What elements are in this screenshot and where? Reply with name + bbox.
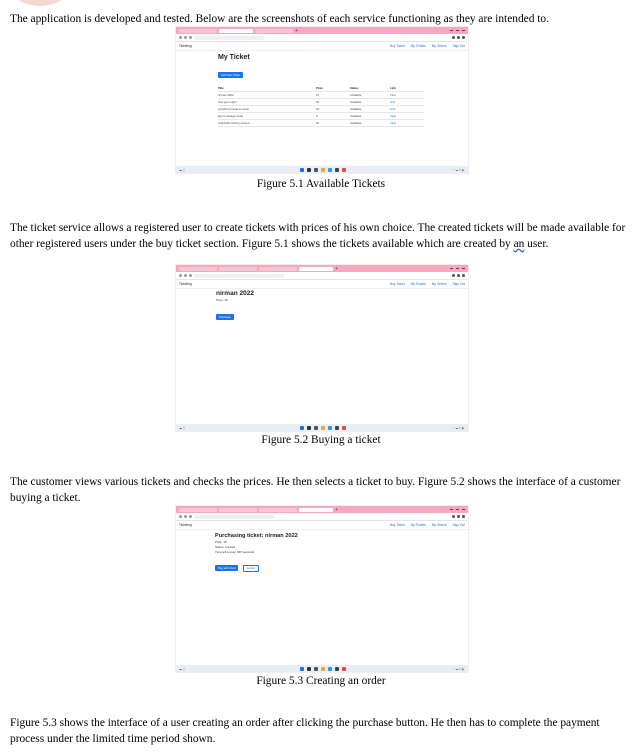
app-brand: Ticketing <box>179 523 192 527</box>
reload-icon <box>189 515 192 518</box>
os-taskbar: ☁ ░ ^ ☁ ᯤ 🔊 <box>176 166 468 173</box>
table-row: Vow guru night 20 Available Link <box>218 99 424 106</box>
browser-tabbar <box>176 27 468 34</box>
edge-icon <box>328 168 332 172</box>
sell-ticket-button: Sell New Ticket <box>218 72 243 78</box>
reload-icon <box>189 274 192 277</box>
order-time-left: Time left to pay: 897 seconds <box>215 550 255 554</box>
caption-fig-5-1: Figure 5.1 Available Tickets <box>256 178 386 190</box>
cancel-order-button: cancel <box>243 565 259 572</box>
table-row: symphony fiesta & couch 10 Available Link <box>218 106 424 113</box>
ticket-service-paragraph: The ticket service allows a registered user to create tickets with prices of his own choice. The created tickets will be made available for other registered users under the buy ticket section. Figure 5.1 shows the tickets available which are created by an user. <box>10 222 626 250</box>
order-title: Purchasing ticket: nirman 2022 <box>215 533 298 539</box>
chrome-icon <box>342 168 346 172</box>
new-tab-icon: + <box>335 265 338 272</box>
order-paragraph: Figure 5.3 shows the interface of a user creating an order after clicking the purchase button. He then has to complete the payment process under the limited time period shown. <box>10 717 600 745</box>
nav-sign-out: Sign Out <box>452 44 465 48</box>
nav-my-tickets: My Tickets <box>410 44 426 48</box>
search-icon <box>307 168 311 172</box>
table-row: arjit in savage mode 5 Available View <box>218 113 424 120</box>
address-bar <box>176 34 468 42</box>
app-brand: Ticketing <box>179 44 192 48</box>
app-brand: Ticketing <box>179 282 192 286</box>
purchase-button: Purchase <box>216 314 234 320</box>
nav-my-orders: My Orders <box>431 44 447 48</box>
start-icon <box>300 168 304 172</box>
reload-icon <box>189 36 192 39</box>
pay-with-card-button: Pay with Card <box>215 565 238 571</box>
caption-fig-5-2: Figure 5.2 Buying a ticket <box>261 434 381 446</box>
window-controls <box>450 30 465 31</box>
forward-icon <box>184 515 187 518</box>
nav-buy-ticket: Buy Ticket <box>389 44 405 48</box>
folder-icon <box>321 168 325 172</box>
screenshot-available-tickets <box>175 26 469 174</box>
new-tab-icon: + <box>295 27 298 34</box>
forward-icon <box>184 274 187 277</box>
screenshot-creating-order: + Ticketing Buy Ticket My Tickets My Orders Sign Out Purchasing ticket: nirman 2022 Price: 15 Status: created Time left to pay: 897 seconds Pay with Card cancel ☁ ░ ^ ☁ ᯤ 🔊 <box>175 505 469 673</box>
customer-paragraph: The customer views various tickets and checks the prices. He then selects a ticket to buy. Figure 5.2 shows the interface of a customer buying a ticket. <box>10 476 621 504</box>
back-icon <box>179 36 182 39</box>
ticket-price: Price: 15 <box>216 298 228 302</box>
back-icon <box>179 274 182 277</box>
table-row: coachella rocking concert 10 Available View <box>218 120 424 127</box>
screenshot-buying-ticket: + Ticketing Buy Ticket My Tickets My Orders Sign Out nirman 2022 Price: 15 Purchase ☁ ░ ^ ☁ ᯤ 🔊 <box>175 264 469 432</box>
ticket-title: nirman 2022 <box>216 290 254 297</box>
caption-fig-5-3: Figure 5.3 Creating an order <box>256 675 386 687</box>
forward-icon <box>184 36 187 39</box>
decorative-blob <box>14 0 66 6</box>
table-row: nirman 2022 15 Available View <box>218 92 424 99</box>
tickets-table: Title Price Status Link nirman 2022 15 Available View Vow guru night 20 Available Link symphony fiesta & couch 10 Available Link arjit in savage mode 5 Available View coachella rocking concert 10 Available View <box>218 85 424 127</box>
new-tab-icon: + <box>335 506 338 513</box>
back-icon <box>179 515 182 518</box>
order-price: Price: 15 <box>215 540 227 544</box>
app-navbar <box>176 42 468 51</box>
intro-paragraph: The application is developed and tested. Below are the screenshots of each service functioning as they are intended to. <box>10 13 549 25</box>
order-status: Status: created <box>215 545 236 549</box>
page-title: My Ticket <box>218 54 250 61</box>
